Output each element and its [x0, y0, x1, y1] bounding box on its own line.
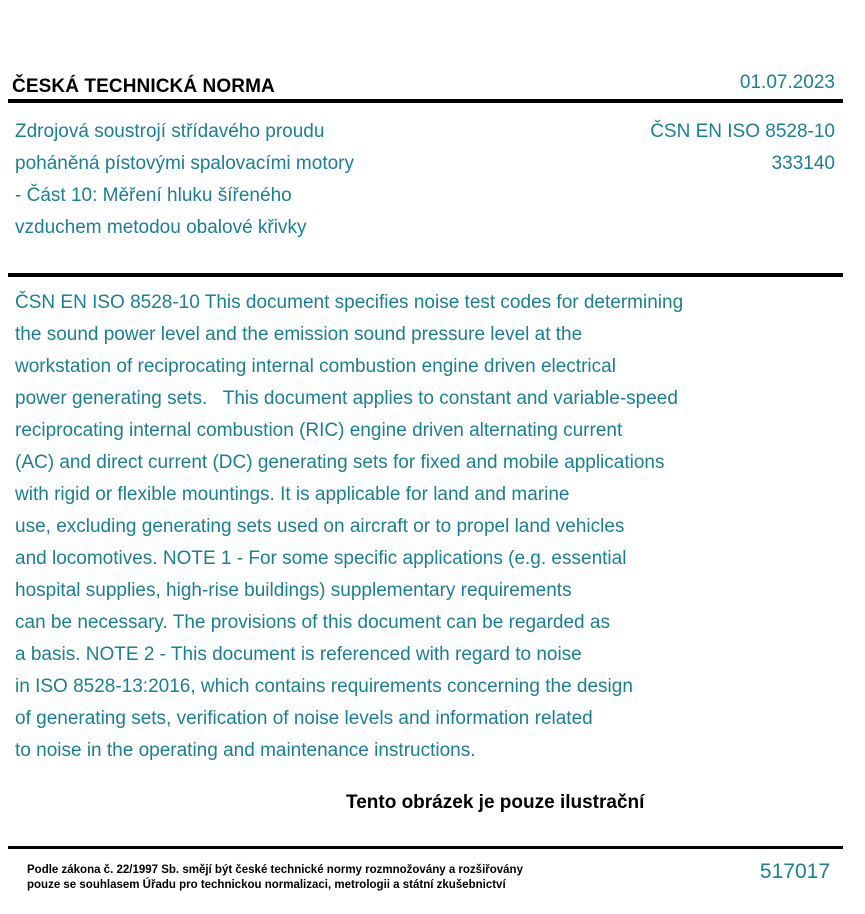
- footer-divider: [8, 846, 843, 849]
- norm-type-title: ČESKÁ TECHNICKÁ NORMA: [12, 76, 275, 97]
- abstract-line: with rigid or flexible mountings. It is applicable for land and marine: [15, 484, 570, 505]
- abstract-line: power generating sets. This document applies to constant and variable-speed: [15, 388, 678, 409]
- title-line: - Část 10: Měření hluku šířeného: [15, 185, 292, 206]
- header-divider: [8, 99, 843, 103]
- abstract-line: ČSN EN ISO 8528-10 This document specifies noise test codes for determining: [15, 292, 684, 313]
- section-divider: [8, 273, 843, 277]
- abstract-line: hospital supplies, high-rise buildings) supplementary requirements: [15, 580, 572, 601]
- abstract-line: and locomotives. NOTE 1 - For some specific applications (e.g. essential: [15, 548, 627, 569]
- legal-line: Podle zákona č. 22/1997 Sb. smějí být české technické normy rozmnožovány a rozšiřovány: [27, 864, 523, 876]
- legal-line: pouze se souhlasem Úřadu pro technickou normalizaci, metrologii a státní zkušebnictví: [27, 879, 506, 891]
- standard-title: [15, 116, 535, 244]
- classification-number: 333140: [771, 153, 835, 174]
- abstract-line: to noise in the operating and maintenance instructions.: [15, 740, 476, 761]
- abstract-line: (AC) and direct current (DC) generating sets for fixed and mobile applications: [15, 452, 665, 473]
- abstract-line: reciprocating internal combustion (RIC) engine driven alternating current: [15, 420, 623, 441]
- abstract-line: can be necessary. The provisions of this document can be regarded as: [15, 612, 610, 633]
- document-number: 517017: [759, 860, 830, 883]
- abstract-line: of generating sets, verification of noise levels and information related: [15, 708, 593, 729]
- illustration-disclaimer: Tento obrázek je pouze ilustrační: [346, 792, 645, 813]
- standard-designation: ČSN EN ISO 8528-10: [650, 121, 835, 142]
- abstract-text: [15, 287, 845, 767]
- abstract-line: a basis. NOTE 2 - This document is referenced with regard to noise: [15, 644, 582, 665]
- abstract-line: workstation of reciprocating internal combustion engine driven electrical: [15, 356, 616, 377]
- title-line: poháněná pístovými spalovacími motory: [15, 153, 354, 174]
- title-line: Zdrojová soustrojí střídavého proudu: [15, 121, 325, 142]
- title-line: vzduchem metodou obalové křivky: [15, 217, 307, 238]
- legal-notice: [27, 863, 523, 893]
- standard-identifiers: [650, 116, 835, 180]
- abstract-line: the sound power level and the emission sound pressure level at the: [15, 324, 583, 345]
- abstract-line: use, excluding generating sets used on aircraft or to propel land vehicles: [15, 516, 625, 537]
- abstract-line: in ISO 8528-13:2016, which contains requirements concerning the design: [15, 676, 633, 697]
- publication-date: 01.07.2023: [739, 72, 835, 93]
